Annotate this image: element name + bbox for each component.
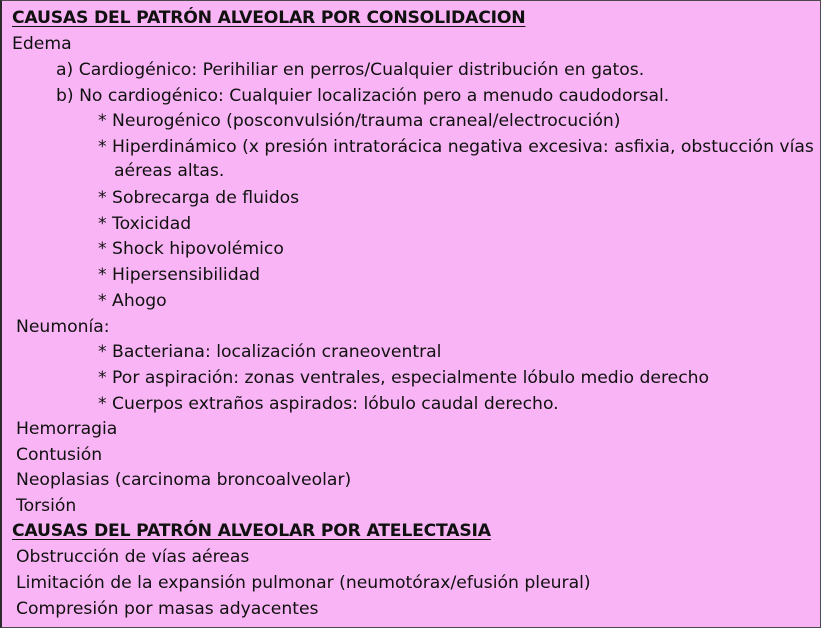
pneumonia-cause-foreign-bodies: * Cuerpos extraños aspirados: lóbulo caudal derecho.	[98, 394, 559, 414]
atelectasis-item-limitation: Limitación de la expansión pulmonar (neumotórax/efusión pleural)	[16, 573, 591, 593]
edema-cause-neurogenic: * Neurogénico (posconvulsión/trauma craneal/electrocución)	[98, 111, 621, 131]
pneumonia-cause-aspiration: * Por aspiración: zonas ventrales, especialmente lóbulo medio derecho	[98, 368, 710, 388]
other-cause-contusion: Contusión	[16, 445, 103, 465]
atelectasis-item-obstruction: Obstrucción de vías aéreas	[16, 547, 250, 567]
other-cause-torsion: Torsión	[16, 496, 77, 516]
edema-cause-hyperdynamic: * Hiperdinámico (x presión intratorácica negativa excesiva: asfixia, obstucción vías	[98, 137, 814, 157]
edema-cause-fluid-overload: * Sobrecarga de fluidos	[98, 188, 300, 208]
edema-cause-toxicity: * Toxicidad	[98, 214, 192, 234]
edema-cardiogenic: a) Cardiogénico: Perihiliar en perros/Cualquier distribución en gatos.	[56, 60, 645, 80]
pneumonia-cause-bacterial: * Bacteriana: localización craneoventral	[98, 342, 442, 362]
edema-cause-shock: * Shock hipovolémico	[98, 239, 284, 259]
atelectasis-heading: CAUSAS DEL PATRÓN ALVEOLAR POR ATELECTASIA	[12, 521, 491, 541]
edema-cause-hypersensitivity: * Hipersensibilidad	[98, 265, 261, 285]
other-cause-hemorrhage: Hemorragia	[16, 419, 118, 439]
consolidation-heading: CAUSAS DEL PATRÓN ALVEOLAR POR CONSOLIDACION	[12, 8, 526, 28]
edema-cause-drowning: * Ahogo	[98, 291, 167, 311]
edema-label: Edema	[12, 34, 72, 54]
pneumonia-label: Neumonía:	[16, 317, 110, 337]
other-cause-neoplasia: Neoplasias (carcinoma broncoalveolar)	[16, 470, 352, 490]
edema-noncardiogenic: b) No cardiogénico: Cualquier localización pero a menudo caudodorsal.	[56, 86, 670, 106]
edema-cause-hyperdynamic-cont: aéreas altas.	[114, 161, 225, 181]
atelectasis-item-compression: Compresión por masas adyacentes	[16, 599, 319, 619]
